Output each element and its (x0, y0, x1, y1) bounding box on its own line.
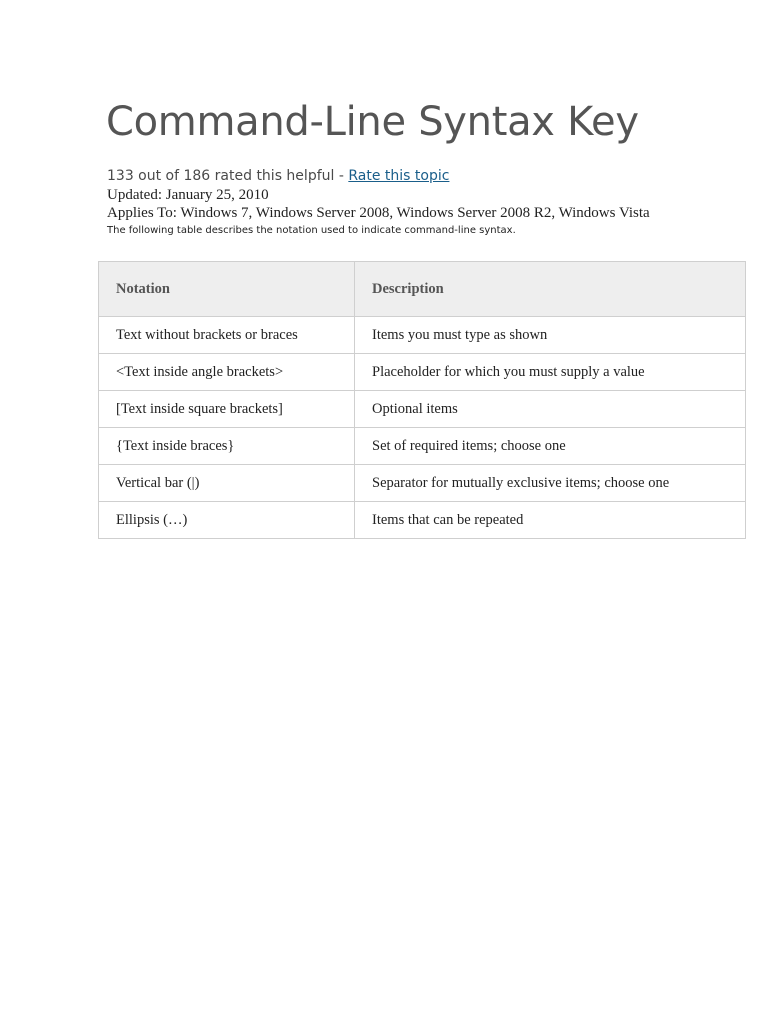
syntax-table (98, 261, 746, 539)
rating-summary (107, 166, 449, 186)
notation-cell: Vertical bar (|) (99, 465, 355, 502)
description-cell: Items you must type as shown (355, 317, 746, 354)
table-header-row (99, 262, 746, 317)
table-row (99, 354, 746, 391)
description-cell: Items that can be repeated (355, 502, 746, 539)
header-notation: Notation (99, 262, 355, 317)
intro-text: The following table describes the notation used to indicate command-line syntax. (107, 225, 516, 236)
notation-cell: Ellipsis (…) (99, 502, 355, 539)
notation-cell: [Text inside square brackets] (99, 391, 355, 428)
table-row (99, 428, 746, 465)
description-cell: Optional items (355, 391, 746, 428)
page-title: Command-Line Syntax Key (106, 99, 639, 145)
applies-to: Applies To: Windows 7, Windows Server 2008, Windows Server 2008 R2, Windows Vista (107, 205, 650, 221)
description-cell: Set of required items; choose one (355, 428, 746, 465)
table-row (99, 502, 746, 539)
notation-cell: Text without brackets or braces (99, 317, 355, 354)
table-row (99, 465, 746, 502)
description-cell: Placeholder for which you must supply a value (355, 354, 746, 391)
rate-topic-link[interactable]: Rate this topic (348, 168, 450, 184)
table-row (99, 317, 746, 354)
header-description: Description (355, 262, 746, 317)
notation-cell: <Text inside angle brackets> (99, 354, 355, 391)
rating-text: 133 out of 186 rated this helpful - (107, 168, 349, 184)
table-row (99, 391, 746, 428)
notation-cell: {Text inside braces} (99, 428, 355, 465)
description-cell: Separator for mutually exclusive items; choose one (355, 465, 746, 502)
updated-date: Updated: January 25, 2010 (107, 187, 269, 203)
